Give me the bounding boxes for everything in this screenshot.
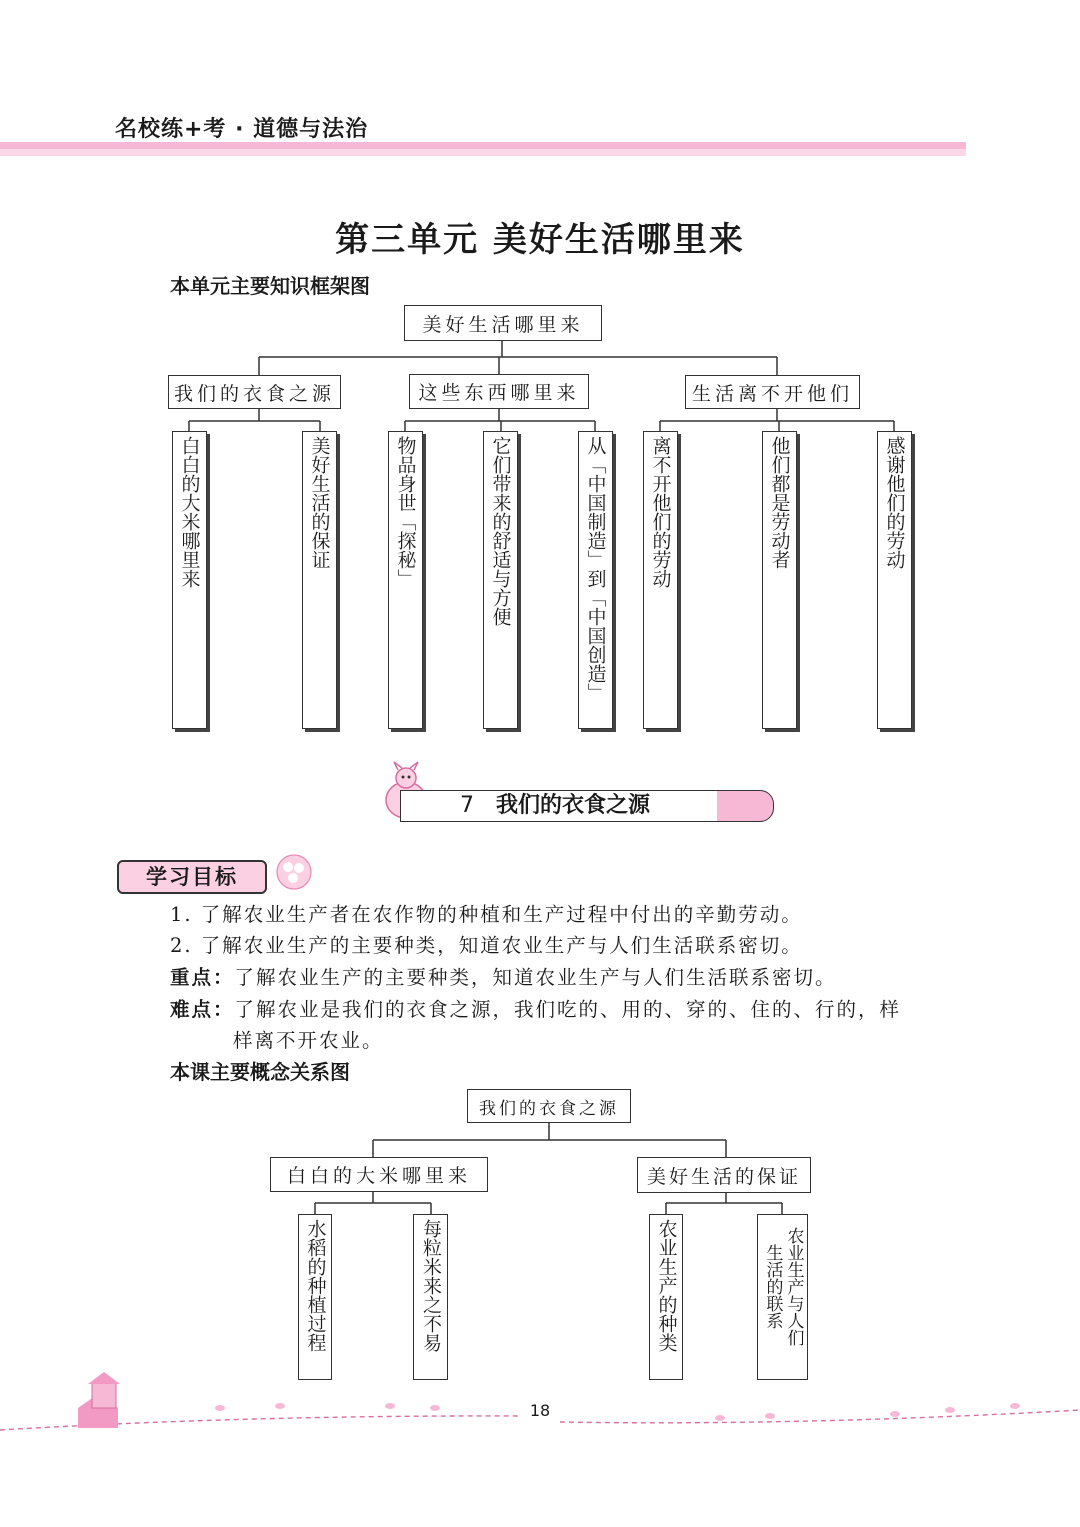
lesson-number: 7: [460, 793, 474, 818]
page-number: 18: [529, 1401, 551, 1420]
key-point: 重点：了解农业生产的主要种类，知道农业生产与人们生活联系密切。: [170, 966, 837, 989]
goal-item-1: 1. 了解农业生产者在农作物的种植和生产过程中付出的辛勤劳动。: [170, 903, 803, 926]
concept-leaf-agriculture-types: 农业生产的种类: [649, 1214, 683, 1380]
leaf-comfort-convenience: 它们带来的舒适与方便: [483, 431, 518, 729]
header-title: 名校练+考 · 道德与法治: [115, 117, 369, 142]
leaf-made-to-created: 从「中国制造」到「中国创造」: [578, 431, 613, 729]
difficult-point: 难点：了解农业是我们的衣食之源，我们吃的、用的、穿的、住的、行的，样: [170, 998, 902, 1021]
concept-heading: 本课主要概念关系图: [170, 1060, 350, 1084]
unit-title: 第三单元 美好生活哪里来: [335, 220, 745, 260]
concept-branch-guarantee: 美好生活的保证: [637, 1157, 811, 1193]
leaf-all-workers: 他们都是劳动者: [762, 431, 797, 729]
leaf-thank-labor: 感谢他们的劳动: [877, 431, 912, 729]
leaf-item-origin: 物品身世「探秘」: [388, 431, 423, 729]
branch-clothing-food: 我们的衣食之源: [168, 375, 341, 409]
leaf-rice: 白白的大米哪里来: [172, 431, 207, 729]
framework-heading: 本单元主要知识框架图: [170, 274, 370, 298]
leaf-their-labor: 离不开他们的劳动: [643, 431, 678, 729]
flower-icon: [268, 850, 320, 894]
lesson-title: [460, 790, 650, 822]
concept-leaf-rice-planting: 水稻的种植过程: [298, 1214, 332, 1380]
branch-life-needs-them: 生活离不开他们: [685, 375, 860, 409]
framework-root: 美好生活哪里来: [404, 305, 602, 341]
branch-where-things-come: 这些东西哪里来: [409, 374, 589, 409]
leaf-good-life-guarantee: 美好生活的保证: [302, 431, 337, 729]
concept-leaf-every-grain: 每粒米来之不易: [413, 1214, 448, 1380]
goal-item-2: 2. 了解农业生产的主要种类，知道农业生产与人们生活联系密切。: [170, 934, 803, 957]
lesson-name: 我们的衣食之源: [496, 793, 651, 818]
concept-root: 我们的衣食之源: [467, 1089, 631, 1123]
concept-leaf-agri-life-link: 农业生产与人们生活的联系: [757, 1214, 808, 1380]
learning-goals-tag: 学习目标: [117, 860, 267, 894]
difficult-point-cont: 样离不开农业。: [233, 1029, 384, 1052]
concept-branch-rice: 白白的大米哪里来: [270, 1157, 488, 1192]
